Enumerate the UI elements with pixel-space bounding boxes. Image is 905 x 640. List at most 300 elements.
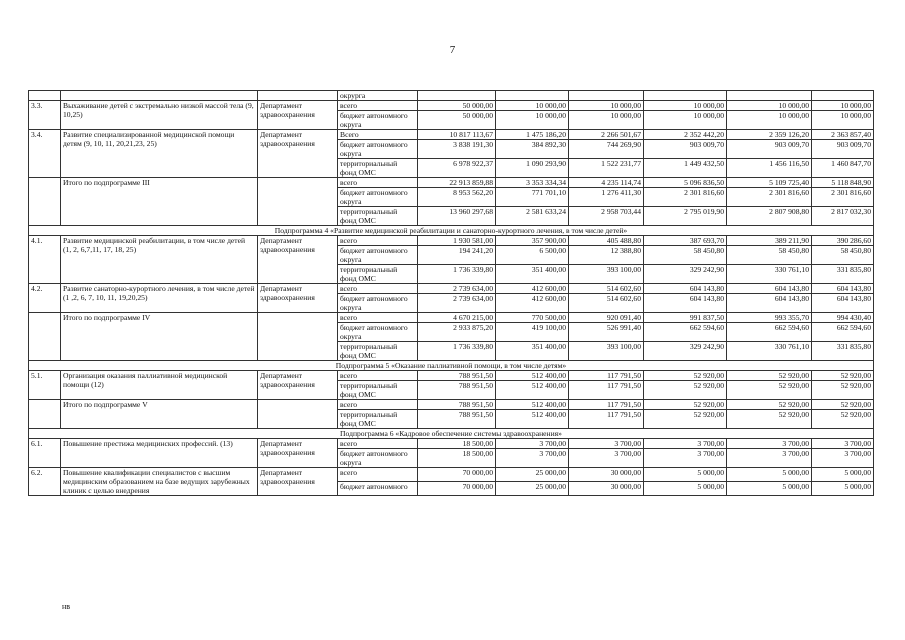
amount-cell <box>418 284 496 294</box>
amount-value: 5 000,00 <box>697 482 724 491</box>
amount-value: 10 000,00 <box>840 111 871 120</box>
amount-cell <box>569 313 644 323</box>
amount-cell <box>496 178 569 188</box>
amount-cell <box>496 188 569 207</box>
amount-cell <box>569 101 644 111</box>
amount-cell <box>727 130 812 140</box>
amount-cell <box>496 371 569 381</box>
amount-value: 3 700,00 <box>782 449 809 458</box>
amount-value: 58 450,80 <box>840 246 871 255</box>
row-number <box>29 313 61 361</box>
amount-cell <box>418 410 496 429</box>
amount-cell <box>418 313 496 323</box>
amount-cell <box>496 381 569 400</box>
amount-cell <box>418 140 496 159</box>
amount-cell <box>644 294 727 313</box>
amount-value: 13 960 297,68 <box>449 207 493 216</box>
amount-cell <box>496 111 569 130</box>
amount-value: 357 900,00 <box>531 236 566 245</box>
amount-value: 2 266 501,67 <box>601 130 641 139</box>
amount-cell <box>727 468 812 482</box>
amount-value: 117 791,50 <box>607 381 641 390</box>
amount-value: 5 000,00 <box>782 468 809 477</box>
amount-cell <box>812 207 874 226</box>
page-number: 7 <box>449 44 456 56</box>
funding-source: всего <box>338 313 418 323</box>
funding-source: всего <box>338 284 418 294</box>
amount-value: 70 000,00 <box>462 482 493 491</box>
amount-value: 2 352 442,20 <box>684 130 724 139</box>
amount-cell <box>812 246 874 265</box>
amount-value: 512 400,00 <box>531 400 566 409</box>
amount-cell <box>727 140 812 159</box>
amount-value: 18 500,00 <box>462 439 493 448</box>
amount-value: 387 693,70 <box>689 236 724 245</box>
amount-cell <box>812 449 874 468</box>
amount-cell <box>727 342 812 361</box>
row-department: Департамент здравоохранения <box>258 101 338 130</box>
amount-cell <box>569 342 644 361</box>
amount-cell <box>496 323 569 342</box>
amount-cell <box>569 381 644 400</box>
amount-value: 52 920,00 <box>778 400 809 409</box>
amount-cell <box>812 178 874 188</box>
amount-value: 52 920,00 <box>840 400 871 409</box>
amount-value: 351 400,00 <box>531 342 566 351</box>
amount-value: 50 000,00 <box>462 101 493 110</box>
row-number: 3.3. <box>29 101 61 130</box>
amount-cell <box>496 468 569 482</box>
row-number: 6.2. <box>29 468 61 496</box>
amount-value: 52 920,00 <box>840 410 871 419</box>
funding-source: всего <box>338 178 418 188</box>
amount-cell <box>569 284 644 294</box>
table-row <box>29 439 874 449</box>
amount-value: 604 143,80 <box>689 284 724 293</box>
section-row <box>29 361 874 371</box>
amount-cell <box>727 313 812 323</box>
amount-cell <box>418 439 496 449</box>
funding-source: бюджет автономного округа <box>338 188 418 207</box>
amount-value: 512 400,00 <box>531 410 566 419</box>
amount-value: 993 355,70 <box>774 313 809 322</box>
funding-source: территориальный фонд ОМС <box>338 265 418 284</box>
amount-value: 788 951,50 <box>458 410 493 419</box>
funding-source: территориальный фонд ОМС <box>338 207 418 226</box>
amount-value: 330 761,10 <box>774 265 809 274</box>
funding-source: бюджет автономного округа <box>338 294 418 313</box>
row-title: Итого по подпрограмме V <box>61 400 258 429</box>
amount-cell <box>727 439 812 449</box>
amount-value: 994 430,40 <box>836 313 871 322</box>
amount-cell <box>569 323 644 342</box>
amount-cell <box>812 323 874 342</box>
amount-cell <box>644 91 727 101</box>
amount-cell <box>418 91 496 101</box>
amount-value: 2 359 126,20 <box>769 130 809 139</box>
amount-value: 393 100,00 <box>606 265 641 274</box>
amount-cell <box>418 178 496 188</box>
amount-cell <box>496 439 569 449</box>
amount-cell <box>727 294 812 313</box>
funding-source: Всего <box>338 130 418 140</box>
amount-value: 4 235 114,74 <box>601 178 641 187</box>
row-department <box>258 91 338 101</box>
amount-value: 991 837,50 <box>689 313 724 322</box>
amount-cell <box>644 468 727 482</box>
amount-value: 10 000,00 <box>693 111 724 120</box>
amount-cell <box>569 236 644 246</box>
row-department: Департамент здравоохранения <box>258 284 338 313</box>
amount-cell <box>727 111 812 130</box>
amount-cell <box>644 111 727 130</box>
amount-value: 920 091,40 <box>606 313 641 322</box>
amount-value: 5 000,00 <box>782 482 809 491</box>
amount-cell <box>418 323 496 342</box>
amount-cell <box>496 400 569 410</box>
amount-cell <box>644 284 727 294</box>
amount-value: 604 143,80 <box>774 294 809 303</box>
row-title: Организация оказания паллиативной медицинской помощи (12) <box>61 371 258 400</box>
amount-cell <box>812 439 874 449</box>
row-title <box>61 91 258 101</box>
amount-cell <box>644 236 727 246</box>
row-department: Департамент здравоохранения <box>258 468 338 496</box>
row-department: Департамент здравоохранения <box>258 130 338 178</box>
amount-cell <box>496 410 569 429</box>
row-department: Департамент здравоохранения <box>258 236 338 284</box>
amount-cell <box>644 381 727 400</box>
amount-cell <box>644 482 727 496</box>
amount-value: 351 400,00 <box>531 265 566 274</box>
amount-cell <box>727 188 812 207</box>
footer-mark: нв <box>62 602 71 611</box>
funding-source: бюджет автономного округа <box>338 246 418 265</box>
amount-value: 2 301 816,60 <box>831 188 871 197</box>
amount-value: 771 701,10 <box>531 188 566 197</box>
amount-cell <box>644 265 727 284</box>
amount-value: 2 581 633,24 <box>526 207 566 216</box>
amount-value: 662 594,60 <box>836 323 871 332</box>
amount-value: 329 242,90 <box>689 342 724 351</box>
amount-cell <box>569 91 644 101</box>
row-title: Развитие санаторно-курортного лечения, в том числе детей (1 ,2, 6, 7, 10, 11, 19,20,25) <box>61 284 258 313</box>
funding-source: территориальный фонд ОМС <box>338 410 418 429</box>
amount-value: 52 920,00 <box>693 381 724 390</box>
amount-value: 3 700,00 <box>844 449 871 458</box>
amount-value: 10 000,00 <box>778 101 809 110</box>
row-number <box>29 178 61 226</box>
table-row <box>29 313 874 323</box>
amount-cell <box>569 207 644 226</box>
table-row <box>29 91 874 101</box>
amount-cell <box>812 410 874 429</box>
amount-cell <box>812 381 874 400</box>
amount-value: 2 795 019,90 <box>684 207 724 216</box>
amount-value: 50 000,00 <box>462 111 493 120</box>
amount-cell <box>812 284 874 294</box>
amount-cell <box>418 381 496 400</box>
amount-value: 1 090 293,90 <box>526 159 566 168</box>
amount-cell <box>812 111 874 130</box>
amount-value: 1 736 339,80 <box>453 342 493 351</box>
amount-value: 5 118 848,90 <box>831 178 871 187</box>
amount-value: 604 143,80 <box>774 284 809 293</box>
row-title: Выхаживание детей с экстремально низкой массой тела (9, 10,25) <box>61 101 258 130</box>
amount-value: 1 522 231,77 <box>601 159 641 168</box>
amount-value: 5 000,00 <box>697 468 724 477</box>
amount-cell <box>812 400 874 410</box>
amount-cell <box>569 400 644 410</box>
row-number <box>29 91 61 101</box>
amount-value: 52 920,00 <box>693 400 724 409</box>
amount-value: 2 933 875,20 <box>453 323 493 332</box>
amount-cell <box>496 130 569 140</box>
amount-cell <box>644 140 727 159</box>
amount-cell <box>569 111 644 130</box>
amount-cell <box>496 159 569 178</box>
amount-cell <box>812 101 874 111</box>
amount-value: 1 475 186,20 <box>526 130 566 139</box>
amount-value: 70 000,00 <box>462 468 493 477</box>
amount-value: 384 892,30 <box>531 140 566 149</box>
amount-value: 52 920,00 <box>778 410 809 419</box>
amount-cell <box>727 265 812 284</box>
amount-cell <box>812 371 874 381</box>
amount-value: 2 807 908,80 <box>769 207 809 216</box>
amount-value: 2 301 816,60 <box>769 188 809 197</box>
amount-value: 2 817 032,30 <box>831 207 871 216</box>
amount-cell <box>569 130 644 140</box>
amount-value: 194 241,20 <box>458 246 493 255</box>
amount-value: 2 363 857,40 <box>831 130 871 139</box>
amount-cell <box>418 468 496 482</box>
amount-cell <box>644 439 727 449</box>
amount-cell <box>496 449 569 468</box>
amount-value: 1 460 847,70 <box>831 159 871 168</box>
amount-value: 512 400,00 <box>531 371 566 380</box>
amount-cell <box>644 178 727 188</box>
section-title: Подпрограмма 4 «Развитие медицинской реабилитации и санаторно-курортного лечения, в том числе детей» <box>29 226 874 236</box>
table-row <box>29 101 874 111</box>
amount-cell <box>727 381 812 400</box>
amount-cell <box>496 236 569 246</box>
amount-cell <box>569 449 644 468</box>
amount-cell <box>644 410 727 429</box>
funding-source: всего <box>338 101 418 111</box>
amount-value: 58 450,80 <box>693 246 724 255</box>
amount-cell <box>569 178 644 188</box>
amount-cell <box>727 246 812 265</box>
funding-source: всего <box>338 236 418 246</box>
funding-source: всего <box>338 371 418 381</box>
amount-value: 331 835,80 <box>836 265 871 274</box>
amount-value: 512 400,00 <box>531 381 566 390</box>
amount-value: 5 000,00 <box>844 468 871 477</box>
amount-value: 389 211,90 <box>775 236 809 245</box>
funding-source: бюджет автономного округа <box>338 140 418 159</box>
row-number: 3.4. <box>29 130 61 178</box>
amount-cell <box>727 207 812 226</box>
amount-value: 393 100,00 <box>606 342 641 351</box>
amount-cell <box>569 410 644 429</box>
amount-value: 3 353 334,34 <box>526 178 566 187</box>
amount-value: 526 991,40 <box>606 323 641 332</box>
amount-cell <box>644 342 727 361</box>
table-row <box>29 468 874 482</box>
amount-value: 3 700,00 <box>697 439 724 448</box>
funding-source: территориальный фонд ОМС <box>338 159 418 178</box>
amount-value: 1 736 339,80 <box>453 265 493 274</box>
amount-cell <box>418 371 496 381</box>
amount-cell <box>496 91 569 101</box>
amount-value: 10 000,00 <box>778 111 809 120</box>
amount-cell <box>812 265 874 284</box>
funding-source: окруpга <box>338 91 418 101</box>
amount-value: 1 456 116,50 <box>769 159 809 168</box>
amount-value: 10 000,00 <box>840 101 871 110</box>
funding-source: территориальный фонд ОМС <box>338 381 418 400</box>
amount-value: 4 670 215,00 <box>453 313 493 322</box>
row-number: 5.1. <box>29 371 61 400</box>
amount-cell <box>418 207 496 226</box>
amount-cell <box>812 482 874 496</box>
table-row <box>29 284 874 294</box>
amount-cell <box>418 294 496 313</box>
amount-value: 10 000,00 <box>535 111 566 120</box>
funding-source: бюджет автономного округа <box>338 111 418 130</box>
row-department <box>258 400 338 429</box>
amount-value: 330 761,10 <box>774 342 809 351</box>
row-number: 4.2. <box>29 284 61 313</box>
amount-value: 30 000,00 <box>610 482 641 491</box>
row-title: Развитие медицинской реабилитации, в том числе детей (1, 2, 6,7,11, 17, 18, 25) <box>61 236 258 284</box>
amount-cell <box>644 246 727 265</box>
table-row <box>29 130 874 140</box>
amount-value: 3 700,00 <box>614 449 641 458</box>
row-title: Развитие специализированной медицинской помощи детям (9, 10, 11, 20,21,23, 25) <box>61 130 258 178</box>
amount-value: 6 978 922,37 <box>453 159 493 168</box>
amount-cell <box>644 323 727 342</box>
amount-value: 903 009,70 <box>774 140 809 149</box>
row-number <box>29 400 61 429</box>
amount-cell <box>727 236 812 246</box>
row-title: Повышение престижа медицинских профессий. (13) <box>61 439 258 468</box>
amount-value: 52 920,00 <box>840 371 871 380</box>
amount-cell <box>812 91 874 101</box>
amount-cell <box>418 342 496 361</box>
row-department <box>258 313 338 361</box>
amount-cell <box>812 130 874 140</box>
amount-cell <box>569 468 644 482</box>
amount-cell <box>569 482 644 496</box>
amount-value: 52 920,00 <box>778 371 809 380</box>
amount-cell <box>418 101 496 111</box>
amount-value: 514 602,60 <box>606 284 641 293</box>
amount-cell <box>496 207 569 226</box>
amount-value: 2 739 634,00 <box>453 294 493 303</box>
amount-cell <box>644 130 727 140</box>
section-title: Подпрограмма 6 «Кадровое обеспечение системы здравоохранения» <box>29 429 874 439</box>
amount-value: 25 000,00 <box>535 468 566 477</box>
amount-cell <box>418 246 496 265</box>
amount-value: 3 838 191,30 <box>453 140 493 149</box>
amount-value: 604 143,80 <box>689 294 724 303</box>
amount-value: 3 700,00 <box>697 449 724 458</box>
amount-value: 1 930 581,00 <box>453 236 493 245</box>
amount-value: 10 000,00 <box>535 101 566 110</box>
amount-cell <box>418 236 496 246</box>
amount-cell <box>644 449 727 468</box>
amount-cell <box>644 371 727 381</box>
budget-table <box>28 90 874 496</box>
amount-value: 5 000,00 <box>844 482 871 491</box>
table-row <box>29 178 874 188</box>
amount-cell <box>812 342 874 361</box>
row-number: 6.1. <box>29 439 61 468</box>
funding-source: всего <box>338 439 418 449</box>
amount-value: 2 301 816,60 <box>684 188 724 197</box>
amount-value: 390 286,60 <box>836 236 871 245</box>
amount-cell <box>727 400 812 410</box>
amount-cell <box>569 188 644 207</box>
amount-value: 3 700,00 <box>844 439 871 448</box>
amount-value: 12 388,80 <box>610 246 641 255</box>
row-title: Повышение квалификации специалистов с высшим медицинским образованием на базе ведущих зарубежных клиник с целью внедрения <box>61 468 258 496</box>
amount-value: 2 739 634,00 <box>453 284 493 293</box>
row-title: Итого по подпрограмме IV <box>61 313 258 361</box>
amount-value: 6 500,00 <box>539 246 566 255</box>
amount-cell <box>812 159 874 178</box>
amount-cell <box>496 265 569 284</box>
amount-value: 18 500,00 <box>462 449 493 458</box>
amount-value: 10 000,00 <box>610 111 641 120</box>
amount-cell <box>418 449 496 468</box>
amount-cell <box>418 111 496 130</box>
amount-value: 10 000,00 <box>610 101 641 110</box>
amount-cell <box>418 130 496 140</box>
section-row <box>29 429 874 439</box>
section-title: Подпрограмма 5 «Оказание паллиативной помощи, в том числе детям» <box>29 361 874 371</box>
amount-value: 770 500,00 <box>531 313 566 322</box>
amount-cell <box>496 284 569 294</box>
amount-cell <box>644 313 727 323</box>
amount-cell <box>727 323 812 342</box>
amount-value: 662 594,60 <box>774 323 809 332</box>
amount-cell <box>569 371 644 381</box>
amount-cell <box>496 140 569 159</box>
amount-cell <box>644 159 727 178</box>
row-title: Итого по подпрограмме III <box>61 178 258 226</box>
amount-cell <box>418 400 496 410</box>
amount-cell <box>569 294 644 313</box>
amount-value: 744 269,90 <box>606 140 641 149</box>
amount-cell <box>569 265 644 284</box>
amount-cell <box>569 159 644 178</box>
amount-value: 3 700,00 <box>614 439 641 448</box>
funding-source: всего <box>338 468 418 482</box>
row-department <box>258 178 338 226</box>
funding-source: бюджет автономного округа <box>338 323 418 342</box>
section-row <box>29 226 874 236</box>
funding-source: бюджет автономного <box>338 482 418 496</box>
amount-cell <box>496 101 569 111</box>
amount-cell <box>812 236 874 246</box>
amount-value: 604 143,80 <box>836 284 871 293</box>
amount-value: 419 100,00 <box>531 323 566 332</box>
table-row <box>29 400 874 410</box>
amount-value: 412 600,00 <box>531 294 566 303</box>
